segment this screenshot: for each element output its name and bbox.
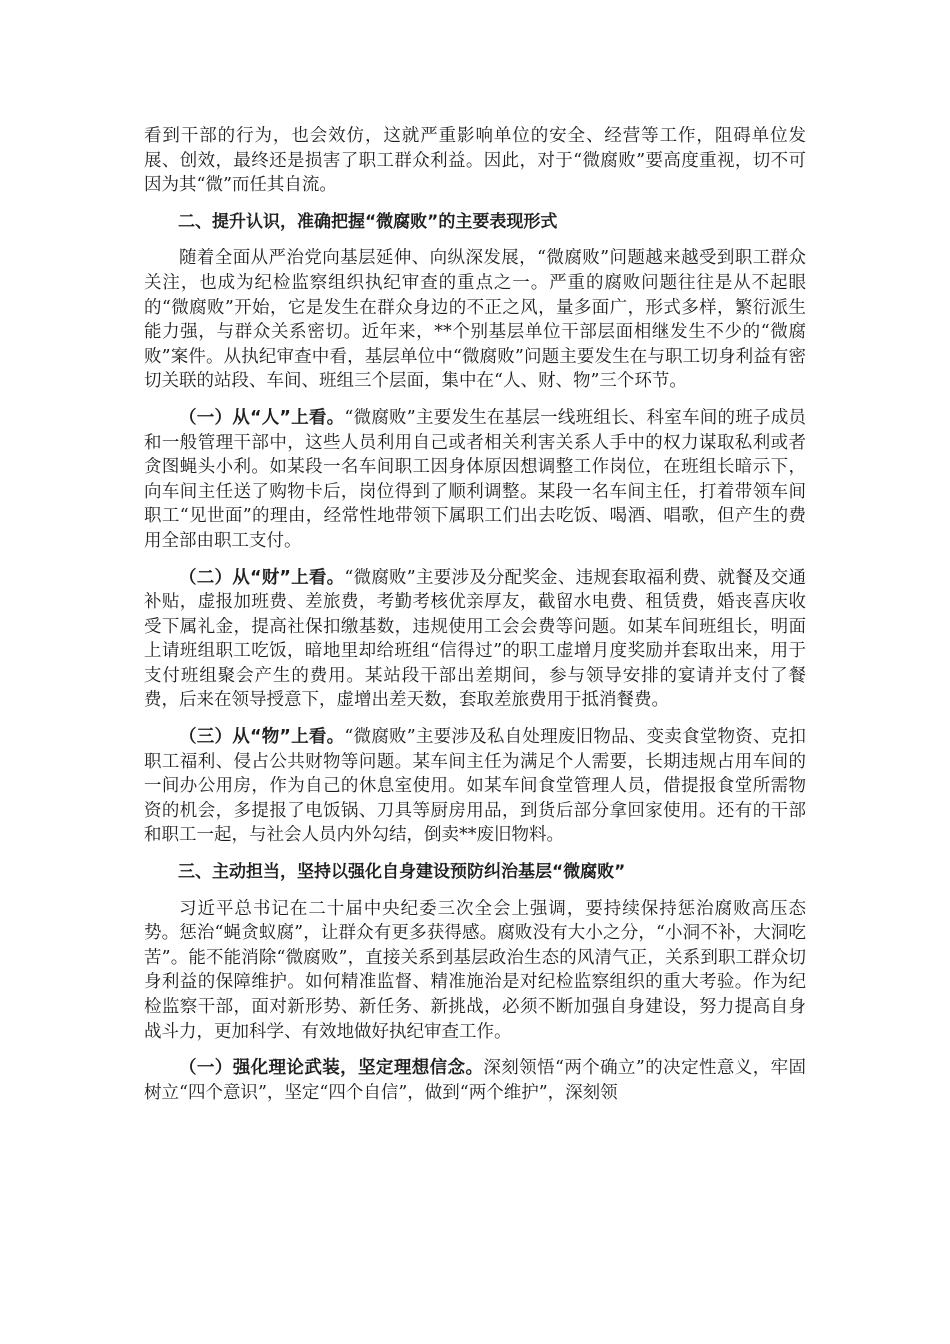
paragraph-micro-corruption-overview: 随着全面从严治党向基层延伸、向纵深发展，“微腐败”问题越来越受到职工群众关注，也成为纪检监察组织执纪审查的重点之一。严重的腐败问题往往是从不起眼的“微腐败”开始，它是发生在群众身边的不正之风，量多面广，形式多样，繁衍派生能力强，与群众关系密切。近年来，**个别基层单位干部层面相继发生不少的“微腐败”案件。从执纪审查中看，基层单位中“微腐败”问题主要发生在与职工切身利益有密切关联的站段、车间、班组三个层面，集中在“人、财、物”三个环节。 [144, 248, 806, 392]
paragraph-materials [144, 725, 806, 848]
paragraph-finance [144, 566, 806, 714]
paragraph-theory-body: 深刻领悟“两个确立”的决定性意义，牢固树立“四个意识”，坚定“四个自信”，做到“两个维护”，深刻领 [144, 1058, 806, 1103]
section-heading-3: 三、主动担当，坚持以强化自身建设预防纠治基层“微腐败” [178, 862, 626, 883]
paragraph-finance-lead: （二）从“财”上看。 [179, 567, 345, 588]
paragraph-self-building: 习近平总书记在二十届中央纪委三次全会上强调，要持续保持惩治腐败高压态势。惩治“蝇贪蚁腐”，让群众有更多获得感。腐败没有大小之分，“小洞不补，大洞吃苦”。能不能消除“微腐败”，直接关系到基层政治生态的风清气正，关系到职工群众切身利益的保障维护。如何精准监督、精准施治是对纪检监察组织的重大考验。作为纪检监察干部，面对新形势、新任务、新挑战，必须不断加强自身建设，努力提高自身战斗力，更加科学、有效地做好执纪审查工作。 [144, 898, 806, 1042]
paragraph-people-lead: （一）从“人”上看。 [179, 407, 345, 428]
paragraph-continued: 看到干部的行为，也会效仿，这就严重影响单位的安全、经营等工作，阻碍单位发展、创效，最终还是损害了职工群众利益。因此，对于“微腐败”要高度重视，切不可因为其“微”而任其自流。 [144, 126, 806, 196]
paragraph-materials-body: “微腐败”主要涉及私自处理废旧物品、变卖食堂物资、克扣职工福利、侵占公共财物等问题。某车间主任为满足个人需要，长期违规占用车间的一间办公用房，作为自己的休息室使用。如某车间食堂管理人员，借提报食堂所需物资的机会，多提报了电饭锅、刀具等厨房用品，到货后部分拿回家使用。还有的干部和职工一起，与社会人员内外勾结，倒卖**废旧物料。 [144, 727, 806, 846]
paragraph-theory [144, 1056, 806, 1105]
paragraph-people-body: “微腐败”主要发生在基层一线班组长、科室车间的班子成员和一般管理干部中，这些人员利用自己或者相关利害关系人手中的权力谋取私利或者贪图蝇头小利。如某段一名车间职工因身体原因想调整工作岗位，在班组长暗示下，向车间主任送了购物卡后，岗位得到了顺利调整。某段一名车间主任，打着带领车间职工“见世面”的理由，经常性地带领下属职工们出去吃饭、喝酒、唱歌，但产生的费用全部由职工支付。 [144, 407, 806, 551]
paragraph-materials-lead: （三）从“物”上看。 [179, 727, 345, 748]
paragraph-people [144, 406, 806, 554]
section-heading-2: 二、提升认识，准确把握“微腐败”的主要表现形式 [178, 211, 558, 232]
paragraph-finance-body: “微腐败”主要涉及分配奖金、违规套取福利费、就餐及交通补贴，虚报加班费、差旅费，考勤考核优亲厚友，截留水电费、租赁费，婚丧喜庆收受下属礼金，提高社保扣缴基数，违规使用工会会费等问题。如某车间班组长，明面上请班组职工吃饭，暗地里却给班组“信得过”的职工虚增月度奖励并套取出来，用于支付班组聚会产生的费用。某站段干部出差期间，参与领导安排的宴请并支付了餐费，后来在领导授意下，虚增出差天数，套取差旅费用于抵消餐费。 [144, 567, 806, 711]
paragraph-theory-lead: （一）强化理论武装，坚定理想信念。 [179, 1058, 484, 1079]
